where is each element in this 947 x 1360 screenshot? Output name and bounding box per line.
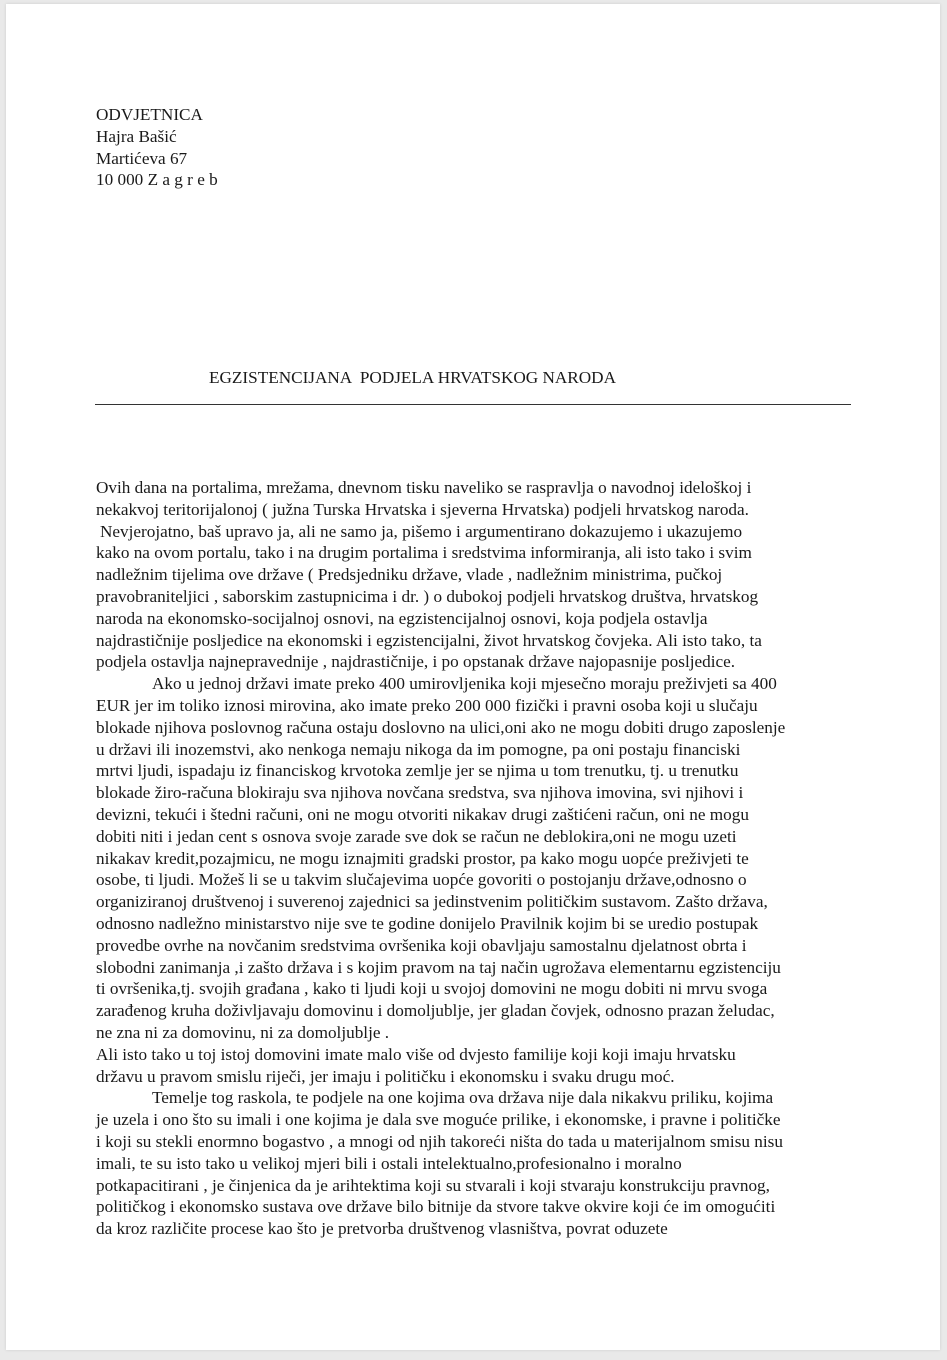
body-line: nikakav kredit,pozajmicu, ne mogu iznajmiti gradski prostor, pa kako mogu uopće preživjeti te [96, 848, 749, 868]
body-line: u državi ili inozemstvi, ako nenkoga nemaju nikoga da im pomogne, pa oni postaju financiski [96, 739, 741, 759]
body-line: nekakvoj teritorijalonoj ( južna Turska Hrvatska i sjeverna Hrvatska) podjeli hrvatskog naroda. [96, 499, 749, 519]
body-line: kako na ovom portalu, tako i na drugim portalima i sredstvima informiranja, ali isto tako i svim [96, 543, 752, 563]
body-line: državu u pravom smislu riječi, jer imaju i političku i ekonomsku i svaku drugu moć. [96, 1066, 675, 1086]
document-title: EGZISTENCIJANA PODJELA HRVATSKOG NARODA [209, 368, 617, 387]
title-underline [95, 404, 851, 405]
body-line: mrtvi ljudi, ispadaju iz financiskog krvotoka zemlje jer se njima u tom trenutku, tj. u trenutku [96, 761, 739, 781]
body-line: ne zna ni za domovinu, ni za domoljublje . [96, 1022, 390, 1042]
body-line: odnosno nadležno ministarstvo nije sve te godine donijelo Pravilnik kojim bi se uredio postupak [96, 913, 759, 933]
sender-name: Hajra Bašić [96, 126, 177, 146]
body-line: naroda na ekonomsko-socijalnoj osnovi, na egzistencijalnoj osnovi, koja podjela ostavlja [96, 608, 708, 628]
body-line: pravobraniteljici , saborskim zastupnicima i dr. ) o dubokoj podjeli hrvatskog društva, hrvatskog [96, 586, 759, 606]
body-line: je uzela i ono što su imali i one kojima je dala sve moguće prilike, i ekonomske, i pravne i političke [96, 1110, 781, 1130]
body-line: imali, te su isto tako u velikoj mjeri bili i ostali intelektualno,profesionalno i moralno [96, 1153, 682, 1173]
sender-city: 10 000 Z a g r e b [96, 170, 218, 190]
body-line: EUR jer im toliko iznosi mirovina, ako imate preko 200 000 fizički i pravni osoba koji u slučaju [96, 695, 758, 715]
body-line: najdrastičnije posljedice na ekonomski i egzistencijalni, život hrvatskog čovjeka. Ali isto tako, ta [96, 630, 762, 650]
body-line: nadležnim tijelima ove države ( Predsjedniku države, vlade , nadležnim ministrima, pučkoj [96, 565, 723, 585]
document-page [6, 4, 940, 1350]
body-line: ti ovršenika,tj. svojih građana , kako ti ljudi koji u svojoj domovini ne mogu dobiti ni mrvu svoga [96, 979, 768, 999]
body-line: blokade žiro-računa blokiraju sva njihova novčana sredstva, sva njihova imovina, svi njihovi i [96, 783, 744, 803]
body-text [96, 477, 886, 1240]
body-line: blokade njihova poslovnog računa ostaju doslovno na ulici,oni ako ne mogu dobiti drugo zaposlenje [96, 717, 786, 737]
body-line: dobiti niti i jedan cent s osnova svoje zarade sve dok se račun ne deblokira,oni ne mogu uzeti [96, 826, 737, 846]
sender-street: Martićeva 67 [96, 148, 188, 168]
body-line: Temelje tog raskola, te podjele na one kojima ova država nije dala nikakvu priliku, kojima [152, 1088, 774, 1108]
body-line: zarađenog kruha doživljavaju domovinu i domoljublje, jer gladan čovjek, odnosno prazan želudac, [96, 1001, 775, 1021]
body-line: slobodni zanimanja ,i zašto država i s kojim pravom na taj način ugrožava elementarnu egzistenciju [96, 957, 781, 977]
body-line: podjela ostavlja najnepravednije , najdrastičnije, i po opstanak države najopasnije posljedice. [96, 652, 736, 672]
body-line: organiziranoj društvenoj i suverenoj zajednici sa jedinstvenim političkim sustavom. Zašto država, [96, 892, 768, 912]
body-line: Ako u jednoj državi imate preko 400 umirovljenika koji mjesečno moraju preživjeti sa 400 [152, 674, 777, 694]
sender-title: ODVJETNICA [96, 105, 203, 124]
body-line: potkapacitirani , je činjenica da je arihtektima koji su stvarali i koji stvaraju konstrukciju pravnog, [96, 1175, 770, 1195]
body-line: i koji su stekli enormno bogastvo , a mnogi od njih takoreći ništa do tada u materijalnom smisu nisu [96, 1131, 783, 1151]
body-line: devizni, tekući i štedni računi, oni ne mogu otvoriti nikakav drugi zaštićeni račun, oni ne mogu [96, 804, 749, 824]
body-line: Ali isto tako u toj istoj domovini imate malo više od dvjesto familije koji koji imaju hrvatsku [96, 1044, 736, 1064]
body-line: Ovih dana na portalima, mrežama, dnevnom tisku naveliko se raspravlja o navodnoj ideloškoj i [96, 478, 752, 497]
body-line: provedbe ovrhe na novčanim sredstvima ovršenika koji obavljaju samostalnu djelatnost obrta i [96, 935, 747, 955]
body-line: da kroz različite procese kao što je pretvorba društvenog vlasništva, povrat oduzete [96, 1219, 668, 1239]
sender-address-block [96, 104, 218, 191]
body-line: političkog i ekonomsko sustava ove države bilo bitnije da stvore takve okvire koji će im omogućiti [96, 1197, 776, 1217]
body-line: osobe, ti ljudi. Možeš li se u takvim slučajevima uopće govoriti o postojanju države,odnosno o [96, 870, 747, 890]
body-line: Nevjerojatno, baš upravo ja, ali ne samo ja, pišemo i argumentirano dokazujemo i ukazujemo [100, 521, 743, 541]
